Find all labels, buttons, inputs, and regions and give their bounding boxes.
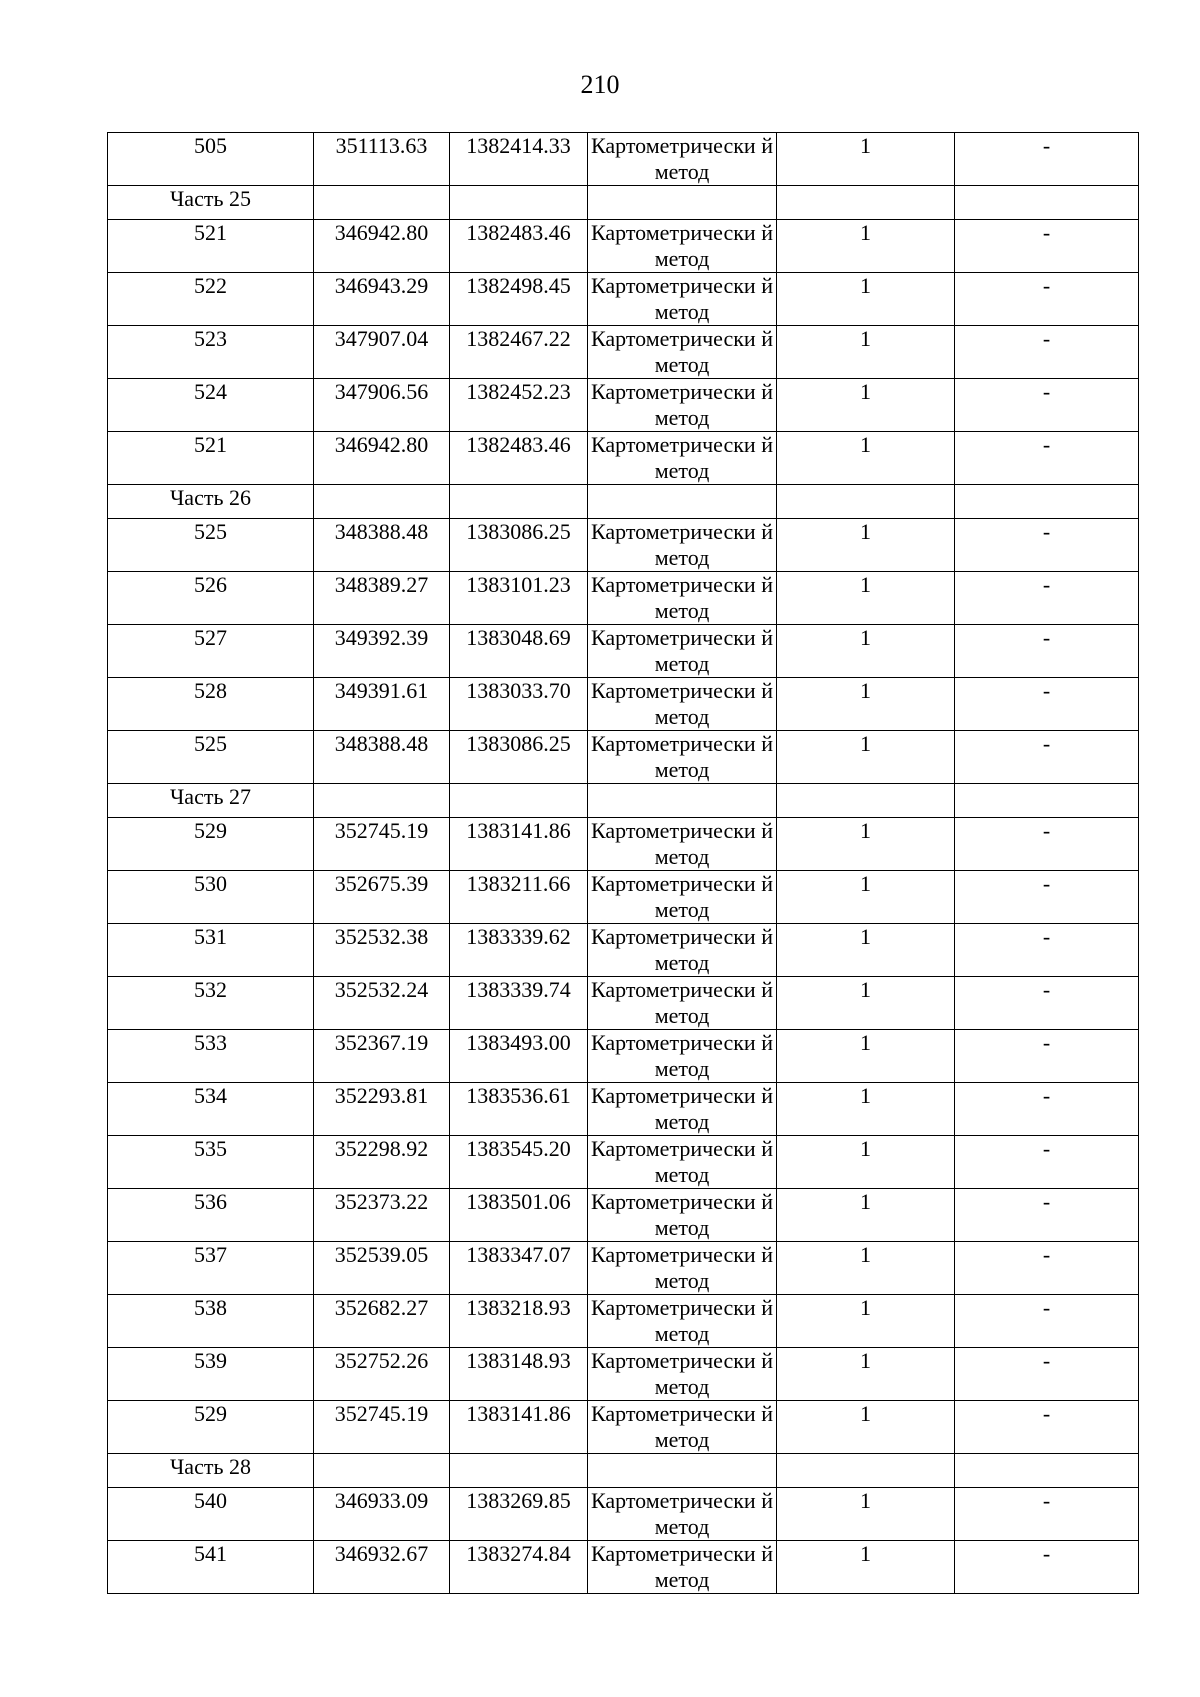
table-row bbox=[108, 326, 1139, 379]
y-coordinate-cell: 1382452.23 bbox=[450, 379, 588, 432]
method-cell: Картометрически й метод bbox=[588, 326, 777, 379]
table-row bbox=[108, 625, 1139, 678]
empty-cell bbox=[314, 784, 450, 818]
x-coordinate-cell: 352752.26 bbox=[314, 1348, 450, 1401]
method-cell: Картометрически й метод bbox=[588, 1401, 777, 1454]
x-coordinate-cell: 346943.29 bbox=[314, 273, 450, 326]
accuracy-cell: 1 bbox=[777, 572, 955, 625]
method-cell: Картометрически й метод bbox=[588, 924, 777, 977]
method-cell: Картометрически й метод bbox=[588, 1295, 777, 1348]
x-coordinate-cell: 352298.92 bbox=[314, 1136, 450, 1189]
y-coordinate-cell: 1383269.85 bbox=[450, 1488, 588, 1541]
x-coordinate-cell: 348389.27 bbox=[314, 572, 450, 625]
method-cell: Картометрически й метод bbox=[588, 1189, 777, 1242]
y-coordinate-cell: 1383141.86 bbox=[450, 818, 588, 871]
x-coordinate-cell: 347906.56 bbox=[314, 379, 450, 432]
empty-cell bbox=[588, 186, 777, 220]
note-cell: - bbox=[955, 871, 1139, 924]
empty-cell bbox=[314, 485, 450, 519]
point-number-cell: 525 bbox=[108, 519, 314, 572]
note-cell: - bbox=[955, 326, 1139, 379]
x-coordinate-cell: 352373.22 bbox=[314, 1189, 450, 1242]
note-cell: - bbox=[955, 1242, 1139, 1295]
y-coordinate-cell: 1383545.20 bbox=[450, 1136, 588, 1189]
section-row bbox=[108, 1454, 1139, 1488]
accuracy-cell: 1 bbox=[777, 818, 955, 871]
note-cell: - bbox=[955, 625, 1139, 678]
section-label: Часть 28 bbox=[108, 1454, 314, 1488]
point-number-cell: 527 bbox=[108, 625, 314, 678]
note-cell: - bbox=[955, 220, 1139, 273]
y-coordinate-cell: 1383033.70 bbox=[450, 678, 588, 731]
table-row bbox=[108, 924, 1139, 977]
method-cell: Картометрически й метод bbox=[588, 1488, 777, 1541]
note-cell: - bbox=[955, 572, 1139, 625]
empty-cell bbox=[777, 186, 955, 220]
y-coordinate-cell: 1383339.74 bbox=[450, 977, 588, 1030]
table-row bbox=[108, 1295, 1139, 1348]
y-coordinate-cell: 1382414.33 bbox=[450, 133, 588, 186]
empty-cell bbox=[450, 784, 588, 818]
point-number-cell: 532 bbox=[108, 977, 314, 1030]
accuracy-cell: 1 bbox=[777, 326, 955, 379]
x-coordinate-cell: 349392.39 bbox=[314, 625, 450, 678]
note-cell: - bbox=[955, 731, 1139, 784]
note-cell: - bbox=[955, 1401, 1139, 1454]
section-label: Часть 26 bbox=[108, 485, 314, 519]
accuracy-cell: 1 bbox=[777, 1242, 955, 1295]
table-row bbox=[108, 1401, 1139, 1454]
y-coordinate-cell: 1382467.22 bbox=[450, 326, 588, 379]
note-cell: - bbox=[955, 977, 1139, 1030]
point-number-cell: 525 bbox=[108, 731, 314, 784]
empty-cell bbox=[777, 1454, 955, 1488]
note-cell: - bbox=[955, 379, 1139, 432]
table-row bbox=[108, 220, 1139, 273]
note-cell: - bbox=[955, 1083, 1139, 1136]
empty-cell bbox=[450, 485, 588, 519]
note-cell: - bbox=[955, 1030, 1139, 1083]
note-cell: - bbox=[955, 1541, 1139, 1594]
method-cell: Картометрически й метод bbox=[588, 731, 777, 784]
point-number-cell: 521 bbox=[108, 220, 314, 273]
section-label: Часть 25 bbox=[108, 186, 314, 220]
y-coordinate-cell: 1383536.61 bbox=[450, 1083, 588, 1136]
table-row bbox=[108, 1136, 1139, 1189]
note-cell: - bbox=[955, 1348, 1139, 1401]
point-number-cell: 526 bbox=[108, 572, 314, 625]
y-coordinate-cell: 1382483.46 bbox=[450, 220, 588, 273]
method-cell: Картометрически й метод bbox=[588, 220, 777, 273]
table-row bbox=[108, 379, 1139, 432]
accuracy-cell: 1 bbox=[777, 977, 955, 1030]
empty-cell bbox=[588, 1454, 777, 1488]
accuracy-cell: 1 bbox=[777, 1136, 955, 1189]
accuracy-cell: 1 bbox=[777, 1295, 955, 1348]
accuracy-cell: 1 bbox=[777, 871, 955, 924]
empty-cell bbox=[588, 485, 777, 519]
method-cell: Картометрически й метод bbox=[588, 625, 777, 678]
method-cell: Картометрически й метод bbox=[588, 572, 777, 625]
table-row bbox=[108, 432, 1139, 485]
point-number-cell: 541 bbox=[108, 1541, 314, 1594]
y-coordinate-cell: 1383086.25 bbox=[450, 519, 588, 572]
method-cell: Картометрически й метод bbox=[588, 1136, 777, 1189]
point-number-cell: 524 bbox=[108, 379, 314, 432]
table-row bbox=[108, 572, 1139, 625]
table-row bbox=[108, 133, 1139, 186]
method-cell: Картометрически й метод bbox=[588, 519, 777, 572]
accuracy-cell: 1 bbox=[777, 379, 955, 432]
method-cell: Картометрически й метод bbox=[588, 1030, 777, 1083]
point-number-cell: 538 bbox=[108, 1295, 314, 1348]
accuracy-cell: 1 bbox=[777, 1083, 955, 1136]
point-number-cell: 539 bbox=[108, 1348, 314, 1401]
note-cell: - bbox=[955, 1295, 1139, 1348]
empty-cell bbox=[955, 186, 1139, 220]
table-row bbox=[108, 1541, 1139, 1594]
method-cell: Картометрически й метод bbox=[588, 1348, 777, 1401]
x-coordinate-cell: 352539.05 bbox=[314, 1242, 450, 1295]
point-number-cell: 521 bbox=[108, 432, 314, 485]
coordinates-table bbox=[107, 132, 1139, 1594]
y-coordinate-cell: 1383086.25 bbox=[450, 731, 588, 784]
accuracy-cell: 1 bbox=[777, 924, 955, 977]
y-coordinate-cell: 1383211.66 bbox=[450, 871, 588, 924]
accuracy-cell: 1 bbox=[777, 625, 955, 678]
x-coordinate-cell: 349391.61 bbox=[314, 678, 450, 731]
note-cell: - bbox=[955, 1189, 1139, 1242]
table-row bbox=[108, 871, 1139, 924]
y-coordinate-cell: 1383347.07 bbox=[450, 1242, 588, 1295]
method-cell: Картометрически й метод bbox=[588, 871, 777, 924]
coordinates-table-body bbox=[108, 133, 1139, 1594]
table-row bbox=[108, 1189, 1139, 1242]
empty-cell bbox=[955, 1454, 1139, 1488]
x-coordinate-cell: 352675.39 bbox=[314, 871, 450, 924]
empty-cell bbox=[314, 186, 450, 220]
point-number-cell: 522 bbox=[108, 273, 314, 326]
note-cell: - bbox=[955, 924, 1139, 977]
y-coordinate-cell: 1383501.06 bbox=[450, 1189, 588, 1242]
point-number-cell: 531 bbox=[108, 924, 314, 977]
empty-cell bbox=[955, 784, 1139, 818]
y-coordinate-cell: 1383101.23 bbox=[450, 572, 588, 625]
accuracy-cell: 1 bbox=[777, 1541, 955, 1594]
accuracy-cell: 1 bbox=[777, 133, 955, 186]
point-number-cell: 537 bbox=[108, 1242, 314, 1295]
table-row bbox=[108, 1242, 1139, 1295]
point-number-cell: 529 bbox=[108, 1401, 314, 1454]
x-coordinate-cell: 347907.04 bbox=[314, 326, 450, 379]
accuracy-cell: 1 bbox=[777, 1401, 955, 1454]
method-cell: Картометрически й метод bbox=[588, 1541, 777, 1594]
accuracy-cell: 1 bbox=[777, 1348, 955, 1401]
x-coordinate-cell: 352745.19 bbox=[314, 1401, 450, 1454]
x-coordinate-cell: 352367.19 bbox=[314, 1030, 450, 1083]
y-coordinate-cell: 1383274.84 bbox=[450, 1541, 588, 1594]
note-cell: - bbox=[955, 133, 1139, 186]
y-coordinate-cell: 1383141.86 bbox=[450, 1401, 588, 1454]
table-row bbox=[108, 818, 1139, 871]
table-row bbox=[108, 731, 1139, 784]
point-number-cell: 505 bbox=[108, 133, 314, 186]
table-row bbox=[108, 1348, 1139, 1401]
x-coordinate-cell: 346933.09 bbox=[314, 1488, 450, 1541]
table-row bbox=[108, 678, 1139, 731]
empty-cell bbox=[777, 485, 955, 519]
table-row bbox=[108, 1488, 1139, 1541]
x-coordinate-cell: 348388.48 bbox=[314, 731, 450, 784]
method-cell: Картометрически й метод bbox=[588, 818, 777, 871]
empty-cell bbox=[450, 1454, 588, 1488]
method-cell: Картометрически й метод bbox=[588, 379, 777, 432]
table-row bbox=[108, 519, 1139, 572]
accuracy-cell: 1 bbox=[777, 731, 955, 784]
accuracy-cell: 1 bbox=[777, 1189, 955, 1242]
accuracy-cell: 1 bbox=[777, 1488, 955, 1541]
empty-cell bbox=[314, 1454, 450, 1488]
empty-cell bbox=[450, 186, 588, 220]
y-coordinate-cell: 1383048.69 bbox=[450, 625, 588, 678]
x-coordinate-cell: 352682.27 bbox=[314, 1295, 450, 1348]
section-row bbox=[108, 186, 1139, 220]
point-number-cell: 533 bbox=[108, 1030, 314, 1083]
y-coordinate-cell: 1382483.46 bbox=[450, 432, 588, 485]
section-label: Часть 27 bbox=[108, 784, 314, 818]
note-cell: - bbox=[955, 1488, 1139, 1541]
empty-cell bbox=[777, 784, 955, 818]
point-number-cell: 530 bbox=[108, 871, 314, 924]
y-coordinate-cell: 1383493.00 bbox=[450, 1030, 588, 1083]
note-cell: - bbox=[955, 432, 1139, 485]
accuracy-cell: 1 bbox=[777, 220, 955, 273]
note-cell: - bbox=[955, 678, 1139, 731]
accuracy-cell: 1 bbox=[777, 273, 955, 326]
x-coordinate-cell: 352532.24 bbox=[314, 977, 450, 1030]
table-row bbox=[108, 273, 1139, 326]
method-cell: Картометрически й метод bbox=[588, 977, 777, 1030]
x-coordinate-cell: 351113.63 bbox=[314, 133, 450, 186]
point-number-cell: 529 bbox=[108, 818, 314, 871]
note-cell: - bbox=[955, 818, 1139, 871]
table-row bbox=[108, 1083, 1139, 1136]
table-row bbox=[108, 1030, 1139, 1083]
y-coordinate-cell: 1383148.93 bbox=[450, 1348, 588, 1401]
method-cell: Картометрически й метод bbox=[588, 1083, 777, 1136]
method-cell: Картометрически й метод bbox=[588, 273, 777, 326]
method-cell: Картометрически й метод bbox=[588, 678, 777, 731]
section-row bbox=[108, 485, 1139, 519]
method-cell: Картометрически й метод bbox=[588, 133, 777, 186]
point-number-cell: 523 bbox=[108, 326, 314, 379]
y-coordinate-cell: 1383218.93 bbox=[450, 1295, 588, 1348]
note-cell: - bbox=[955, 273, 1139, 326]
accuracy-cell: 1 bbox=[777, 519, 955, 572]
x-coordinate-cell: 346942.80 bbox=[314, 432, 450, 485]
point-number-cell: 536 bbox=[108, 1189, 314, 1242]
accuracy-cell: 1 bbox=[777, 678, 955, 731]
x-coordinate-cell: 346932.67 bbox=[314, 1541, 450, 1594]
note-cell: - bbox=[955, 1136, 1139, 1189]
x-coordinate-cell: 352293.81 bbox=[314, 1083, 450, 1136]
point-number-cell: 540 bbox=[108, 1488, 314, 1541]
section-row bbox=[108, 784, 1139, 818]
accuracy-cell: 1 bbox=[777, 1030, 955, 1083]
table-row bbox=[108, 977, 1139, 1030]
x-coordinate-cell: 348388.48 bbox=[314, 519, 450, 572]
point-number-cell: 535 bbox=[108, 1136, 314, 1189]
x-coordinate-cell: 346942.80 bbox=[314, 220, 450, 273]
empty-cell bbox=[955, 485, 1139, 519]
page-number: 210 bbox=[580, 70, 620, 99]
y-coordinate-cell: 1383339.62 bbox=[450, 924, 588, 977]
method-cell: Картометрически й метод bbox=[588, 1242, 777, 1295]
x-coordinate-cell: 352532.38 bbox=[314, 924, 450, 977]
y-coordinate-cell: 1382498.45 bbox=[450, 273, 588, 326]
empty-cell bbox=[588, 784, 777, 818]
method-cell: Картометрически й метод bbox=[588, 432, 777, 485]
x-coordinate-cell: 352745.19 bbox=[314, 818, 450, 871]
point-number-cell: 534 bbox=[108, 1083, 314, 1136]
point-number-cell: 528 bbox=[108, 678, 314, 731]
accuracy-cell: 1 bbox=[777, 432, 955, 485]
note-cell: - bbox=[955, 519, 1139, 572]
